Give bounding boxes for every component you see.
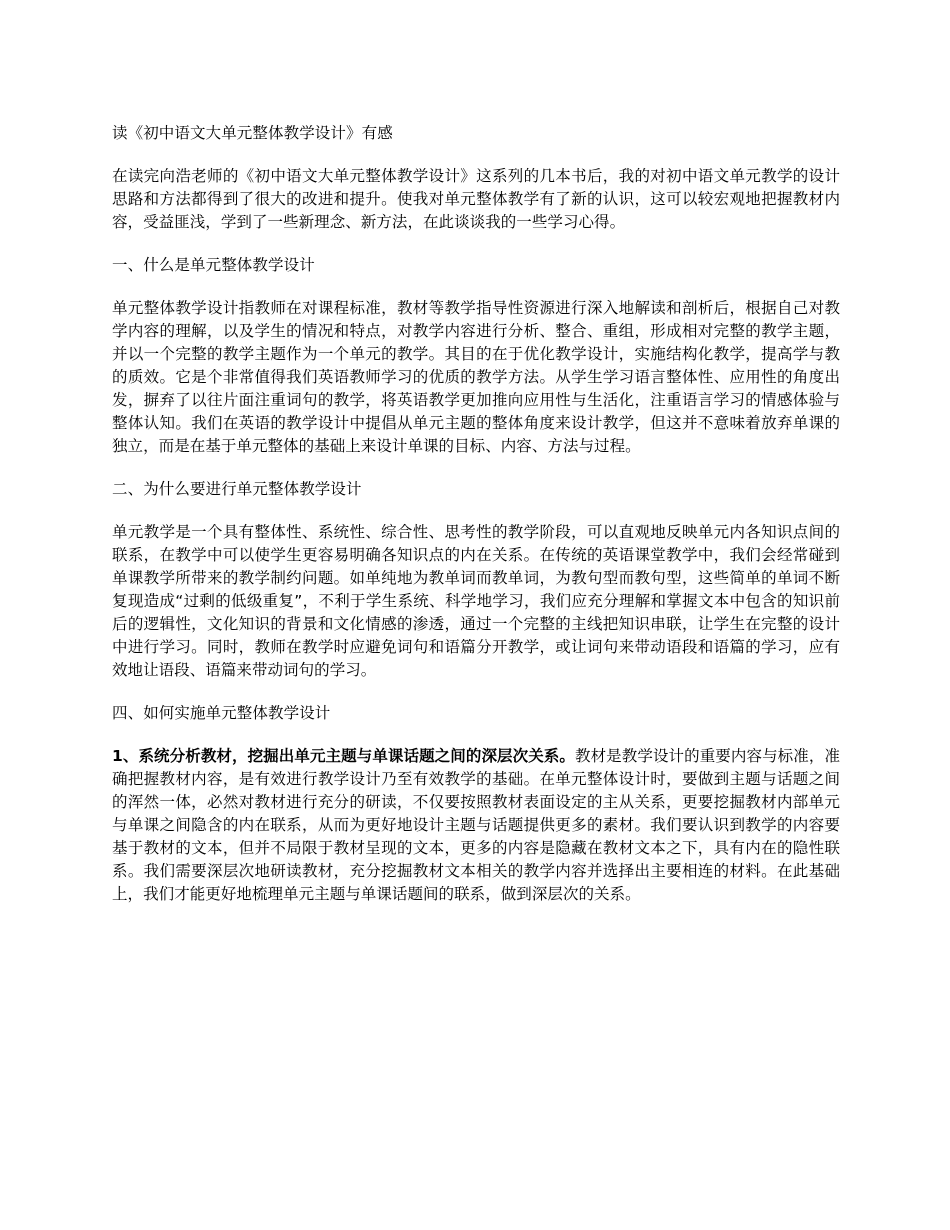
page-title: 读《初中语文大单元整体教学设计》有感: [112, 124, 393, 142]
section-body-2: 单元教学是一个具有整体性、系统性、综合性、思考性的教学阶段，可以直观地反映单元内各知识点间的联系，在教学中可以使学生更容易明确各知识点的内在关系。在传统的英语课堂教学中，我们会经常碰到单课教学所带来的教学制约问题。如单纯地为教单词而教单词，为教句型而教句型，这些简单的单词不断复现造成“过剩的低级重复”，不利于学生系统、科学地学习，我们应充分理解和掌握文本中包含的知识前后的逻辑性，文化知识的背景和文化情感的渗透，通过一个完整的主线把知识串联，让学生在完整的设计中进行学习。同时，教师在教学时应避免词句和语篇分开教学，或让词句来带动语段和语篇的学习，应有效地让语段、语篇来带动词句的学习。: [112, 523, 840, 679]
section-body-3-rest: 教材是教学设计的重要内容与标准，准确把握教材内容，是有效进行教学设计乃至有效教学的基础。在单元整体设计时，要做到主题与话题之间的浑然一体，必然对教材进行充分的研读，不仅要按照教材表面设定的主从关系，更要挖掘教材内部单元与单课之间隐含的内在联系，从而为更好地设计主题与话题提供更多的素材。我们要认识到教学的内容要基于教材的文本，但并不局限于教材呈现的文本，更多的内容是隐藏在教材文本之下，具有内在的隐性联系。我们需要深层次地研读教材，充分挖掘教材文本相关的教学内容并选择出主要相连的材料。在此基础上，我们才能更好地梳理单元主题与单课话题间的联系，做到深层次的关系。: [112, 747, 840, 903]
section-heading-1: 一、什么是单元整体教学设计: [112, 256, 315, 274]
document-content: [112, 122, 840, 906]
intro-paragraph: 在读完向浩老师的《初中语文大单元整体教学设计》这系列的几本书后，我的对初中语文单元教学的设计思路和方法都得到了很大的改进和提升。使我对单元整体教学有了新的认识，这可以较宏观地把握教材内容，受益匪浅，学到了一些新理念、新方法，在此谈谈我的一些学习心得。: [112, 167, 840, 231]
section-body-3: [112, 745, 840, 906]
section-body-1: 单元整体教学设计指教师在对课程标准，教材等教学指导性资源进行深入地解读和剖析后，根据自己对教学内容的理解，以及学生的情况和特点，对教学内容进行分析、整合、重组，形成相对完整的教学主题，并以一个完整的教学主题作为一个单元的教学。其目的在于优化教学设计，实施结构化教学，提高学与教的质效。它是个非常值得我们英语教师学习的优质的教学方法。从学生学习语言整体性、应用性的角度出发，摒弃了以往片面注重词句的教学，将英语教学更加推向应用性与生活化，注重语言学习的情感体验与整体认知。我们在英语的教学设计中提倡从单元主题的整体角度来设计教学，但这并不意味着放弃单课的独立，而是在基于单元整体的基础上来设计单课的目标、内容、方法与过程。: [112, 299, 840, 455]
section-body-3-lead: 1、系统分析教材，挖掘出单元主题与单课话题之间的深层次关系。: [112, 747, 575, 765]
section-heading-2: 二、为什么要进行单元整体教学设计: [112, 480, 362, 498]
section-heading-3: 四、如何实施单元整体教学设计: [112, 704, 331, 722]
